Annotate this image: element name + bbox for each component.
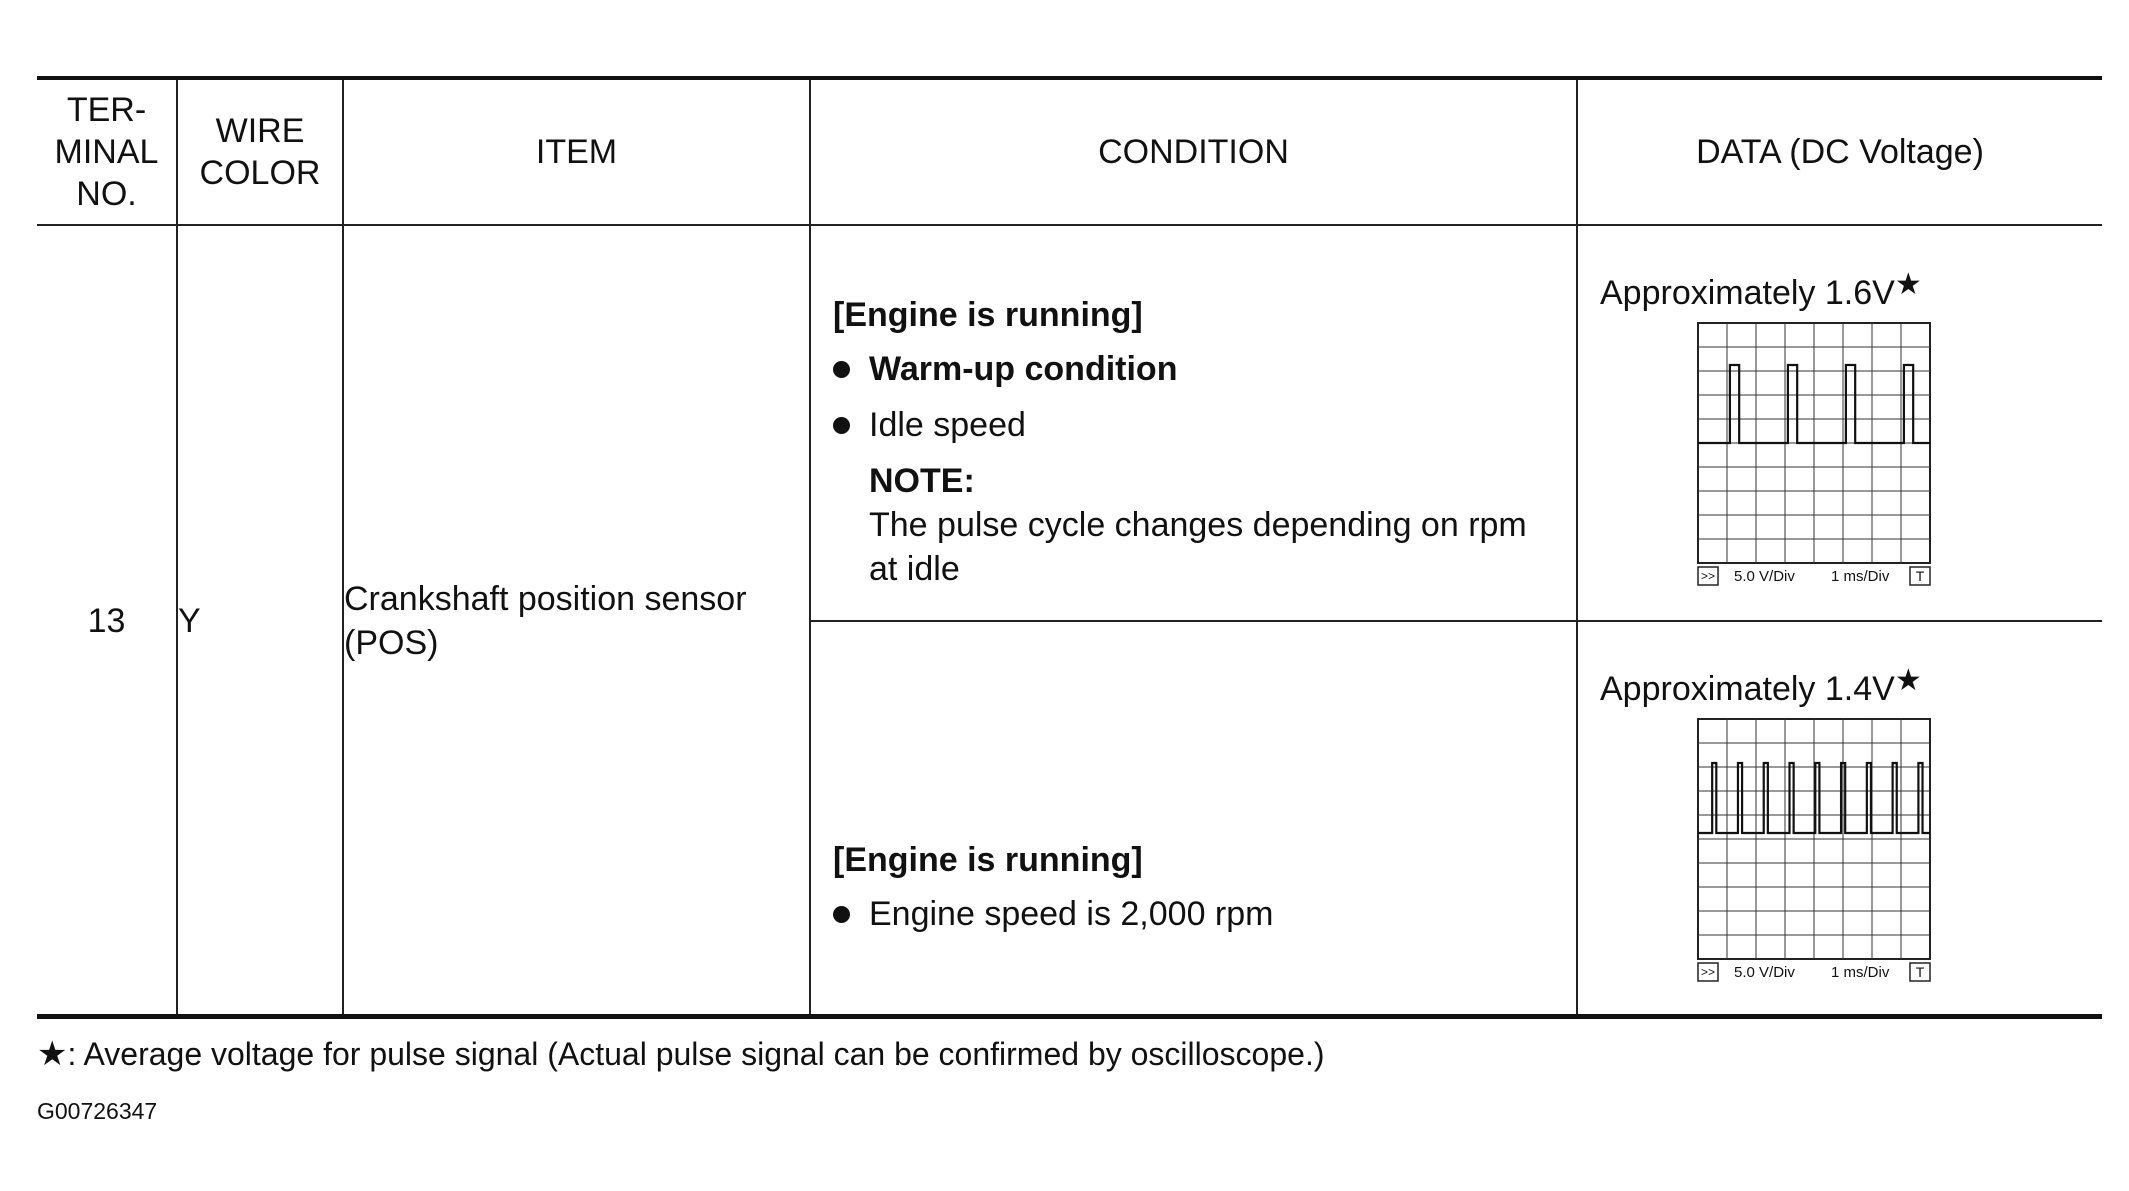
header-item: ITEM xyxy=(343,80,810,225)
star-icon: ★ xyxy=(1894,664,1922,697)
bullet-dot-icon xyxy=(833,906,850,923)
oscilloscope-waveform-2000rpm xyxy=(1696,717,1934,985)
terminal-number-cell: 13 xyxy=(37,225,177,1016)
condition-cell-idle xyxy=(810,225,1577,621)
star-icon: ★ xyxy=(37,1035,68,1073)
scope-left-label: >> xyxy=(1700,569,1716,583)
table-bottom-rule xyxy=(37,1014,2102,1019)
item-name-line1: Crankshaft position sensor xyxy=(344,580,747,618)
condition-bullet xyxy=(833,347,1564,403)
approx-voltage-text: Approximately 1.4V xyxy=(1600,670,1895,708)
scope-left-label: >> xyxy=(1700,965,1716,979)
note-text-line2: at idle xyxy=(869,550,960,588)
header-terminal-no xyxy=(37,80,177,225)
bullet-text: Warm-up condition xyxy=(869,350,1178,388)
header-data: DATA (DC Voltage) xyxy=(1577,80,2102,225)
bullet-text: Engine speed is 2,000 rpm xyxy=(869,895,1274,933)
data-cell-2000rpm xyxy=(1577,621,2102,1016)
scope-trigger-label: T xyxy=(1915,568,1925,584)
ecm-terminal-table xyxy=(37,80,2102,1016)
condition-heading: [Engine is running] xyxy=(833,841,1143,879)
header-terminal-line3: NO. xyxy=(76,175,137,213)
note-text-line1: The pulse cycle changes depending on rpm xyxy=(869,506,1527,544)
item-name-line2: (POS) xyxy=(344,624,439,662)
data-cell-idle xyxy=(1577,225,2102,621)
header-terminal-line1: TER- xyxy=(66,91,147,129)
bullet-dot-icon xyxy=(833,361,850,378)
header-wire-color xyxy=(177,80,343,225)
wire-color-cell: Y xyxy=(177,225,343,1016)
scope-time-label: 1 ms/Div xyxy=(1831,568,1890,585)
table-row xyxy=(37,225,2102,621)
scope-volt-label: 5.0 V/Div xyxy=(1734,568,1795,585)
header-row xyxy=(37,80,2102,225)
bullet-text: Idle speed xyxy=(869,406,1026,444)
header-condition: CONDITION xyxy=(810,80,1577,225)
scope-trigger-label: T xyxy=(1915,964,1925,980)
oscilloscope-waveform-idle xyxy=(1696,321,1934,589)
header-terminal-line2: MINAL xyxy=(54,133,159,171)
condition-bullet xyxy=(833,403,1564,459)
bullet-dot-icon xyxy=(833,417,850,434)
approx-voltage xyxy=(1600,268,2102,321)
condition-heading: [Engine is running] xyxy=(833,296,1143,334)
figure-id: G00726347 xyxy=(37,1098,158,1124)
scope-volt-label: 5.0 V/Div xyxy=(1734,964,1795,981)
item-cell xyxy=(343,225,810,1016)
note-title: NOTE: xyxy=(869,462,975,500)
condition-cell-2000rpm xyxy=(810,621,1577,1016)
approx-voltage xyxy=(1600,664,2102,717)
scope-time-label: 1 ms/Div xyxy=(1831,964,1890,981)
header-wire-line1: WIRE xyxy=(215,112,305,150)
star-icon: ★ xyxy=(1894,268,1922,301)
approx-voltage-text: Approximately 1.6V xyxy=(1600,274,1895,312)
header-wire-line2: COLOR xyxy=(199,154,321,192)
condition-bullet xyxy=(833,892,1564,948)
footnote-text: : Average voltage for pulse signal (Actual pulse signal can be confirmed by oscilloscope.) xyxy=(67,1036,1325,1072)
footnote xyxy=(37,1032,1324,1076)
